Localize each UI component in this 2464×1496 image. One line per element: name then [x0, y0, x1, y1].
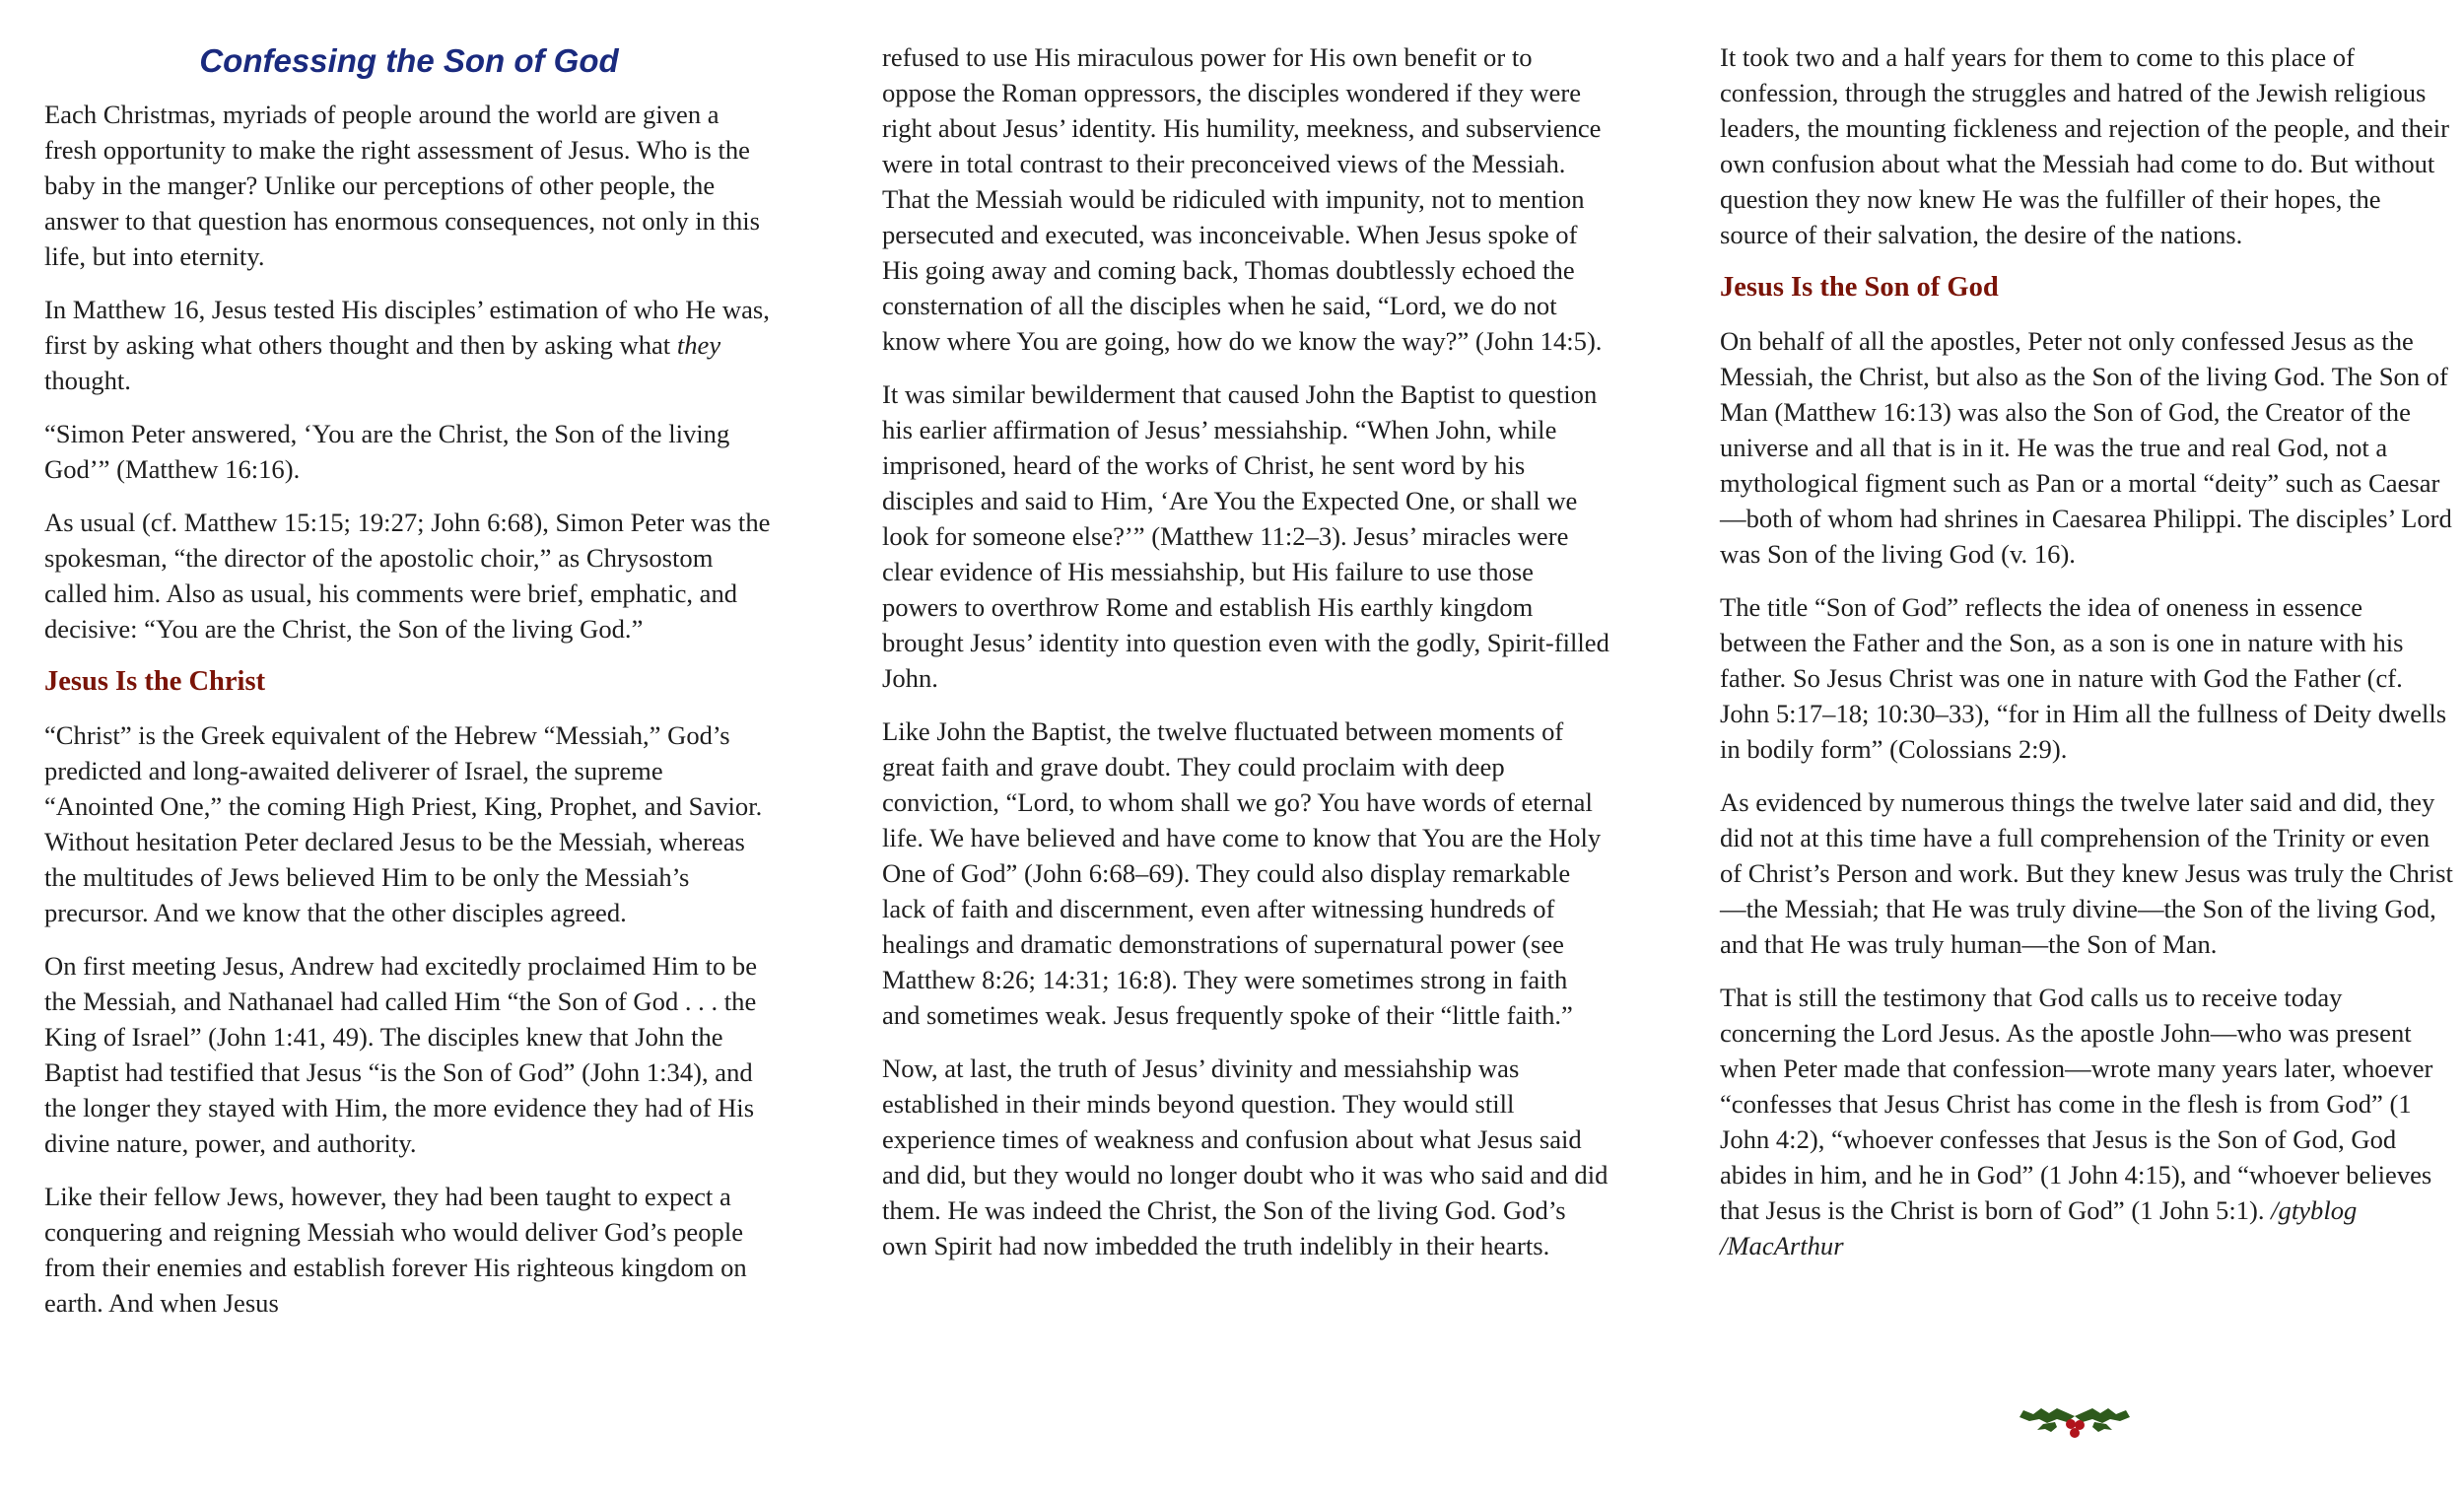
section-heading-christ: Jesus Is the Christ: [44, 666, 266, 697]
signature: /gtyblog /MacArthur: [1720, 1195, 2358, 1260]
paragraph: In Matthew 16, Jesus tested His disciples’ estimation of who He was, first by asking what others thought and then by asking what they thought.: [44, 295, 770, 395]
column-2: [882, 39, 1611, 1281]
paragraph: The title “Son of God” reflects the idea of oneness in essence between the Father and the Son, as a son is one in nature with his father. So Jesus Christ was one in nature with God the Father (cf. John 5:17–18; 10:30–33), “for in Him all the fullness of Deity dwells in bodily form” (Colossians 2:9).: [1720, 592, 2447, 764]
column-3: [1720, 39, 2454, 1281]
paragraph: Each Christmas, myriads of people around the world are given a fresh opportunity to make the right assessment of Jesus. Who is the baby in the manger? Unlike our perceptions of other people, the answer to that question has enormous consequences, not only in this life, but into eternity.: [44, 100, 761, 271]
paragraph: refused to use His miraculous power for His own benefit or to oppose the Roman oppressors, the disciples wondered if they were right about Jesus’ identity. His humility, meekness, and subservience were in total contrast to their preconceived views of the Messiah. That the Messiah would be ridiculed with impunity, not to mention persecuted and executed, was inconceivable. When Jesus spoke of His going away and coming back, Thomas doubtlessly echoed the consternation of all the disciples when he said, “Lord, we do not know where You are going, how do we know the way?” (John 14:5).: [882, 42, 1603, 356]
paragraph: On behalf of all the apostles, Peter not only confessed Jesus as the Messiah, the Christ, but also as the Son of the living God. The Son of Man (Matthew 16:13) was also the Son of God, the Creator of the universe and all that is in it. He was the true and real God, not a mythological figment such as Pan or a mortal “deity” such as Caesar—both of whom had shrines in Caesarea Philippi. The disciples’ Lord was Son of the living God (v. 16).: [1720, 326, 2452, 569]
paragraph: “Simon Peter answered, ‘You are the Christ, the Son of the living God’” (Matthew 16:16).: [44, 419, 730, 484]
section-heading-son-of-god: Jesus Is the Son of God: [1720, 272, 1999, 303]
paragraph: That is still the testimony that God calls us to receive today concerning the Lord Jesus. As the apostle John—who was present when Peter made that confession—wrote many years later, whoever “confesses that Jesus Christ has come in the flesh is from God” (1 John 4:2), “whoever confesses that Jesus is the Son of God, God abides in him, and he in God” (1 John 4:15), and “whoever believes that Jesus is the Christ is born of God” (1 John 5:1). /gtyblog /MacArthur: [1720, 983, 2433, 1260]
page-title: Confessing the Son of God: [199, 42, 619, 79]
paragraph: As evidenced by numerous things the twelve later said and did, they did not at this time have a full comprehension of the Trinity or even of Christ’s Person and work. But they knew Jesus was truly the Christ—the Messiah; that He was truly divine—the Son of the living God, and that He was truly human—the Son of Man.: [1720, 787, 2453, 959]
paragraph: On first meeting Jesus, Andrew had excitedly proclaimed Him to be the Messiah, and Nathanael had called Him “the Son of God . . . the King of Israel” (John 1:41, 49). The disciples knew that John the Baptist had testified that Jesus “is the Son of God” (John 1:34), and the longer they stayed with Him, the more evidence they had of His divine nature, power, and authority.: [44, 951, 758, 1158]
paragraph: Like their fellow Jews, however, they had been taught to expect a conquering and reigning Messiah who would deliver God’s people from their enemies and establish forever His righteous kingdom on earth. And when Jesus: [44, 1182, 747, 1318]
paragraph: It took two and a half years for them to come to this place of confession, through the struggles and hatred of the Jewish religious leaders, the mounting fickleness and rejection of the people, and their own confusion about what the Messiah had come to do. But without question they now knew He was the fulfiller of their hopes, the source of their salvation, the desire of the nations.: [1720, 42, 2449, 249]
paragraph: As usual (cf. Matthew 15:15; 19:27; John 6:68), Simon Peter was the spokesman, “the director of the apostolic choir,” as Chrysostom called him. Also as usual, his comments were brief, emphatic, and decisive: “You are the Christ, the Son of the living God.”: [44, 508, 771, 644]
paragraph: Now, at last, the truth of Jesus’ divinity and messiahship was established in their minds beyond question. They would still experience times of weakness and confusion about what Jesus said and did, but they would no longer doubt who it was who said and did them. He was indeed the Christ, the Son of the living God. God’s own Spirit had now imbedded the truth indelibly in their hearts.: [882, 1054, 1608, 1260]
paragraph: It was similar bewilderment that caused John the Baptist to question his earlier affirmation of Jesus’ messiahship. “When John, while imprisoned, heard of the works of Christ, he sent word by his disciples and said to Him, ‘Are You the Expected One, or shall we look for someone else?’” (Matthew 11:2–3). Jesus’ miracles were clear evidence of His messiahship, but His failure to use those powers to overthrow Rome and establish His earthly kingdom brought Jesus’ identity into question even with the godly, Spirit-filled John.: [882, 379, 1609, 693]
paragraph: “Christ” is the Greek equivalent of the Hebrew “Messiah,” God’s predicted and long-awaited deliverer of Israel, the supreme “Anointed One,” the coming High Priest, King, Prophet, and Savior. Without hesitation Peter declared Jesus to be the Messiah, whereas the multitudes of Jews believed Him to be only the Messiah’s precursor. And we know that the other disciples agreed.: [44, 720, 763, 927]
holly-icon: [1996, 1394, 2154, 1444]
paragraph: Like John the Baptist, the twelve fluctuated between moments of great faith and grave doubt. They could proclaim with deep conviction, “Lord, to whom shall we go? You have words of eternal life. We have believed and have come to know that You are the Holy One of God” (John 6:68–69). They could also display remarkable lack of faith and discernment, even after witnessing hundreds of healings and dramatic demonstrations of supernatural power (see Matthew 8:26; 14:31; 16:8). They were sometimes strong in faith and sometimes weak. Jesus frequently spoke of their “little faith.”: [882, 716, 1602, 1030]
column-1: [44, 39, 774, 1338]
